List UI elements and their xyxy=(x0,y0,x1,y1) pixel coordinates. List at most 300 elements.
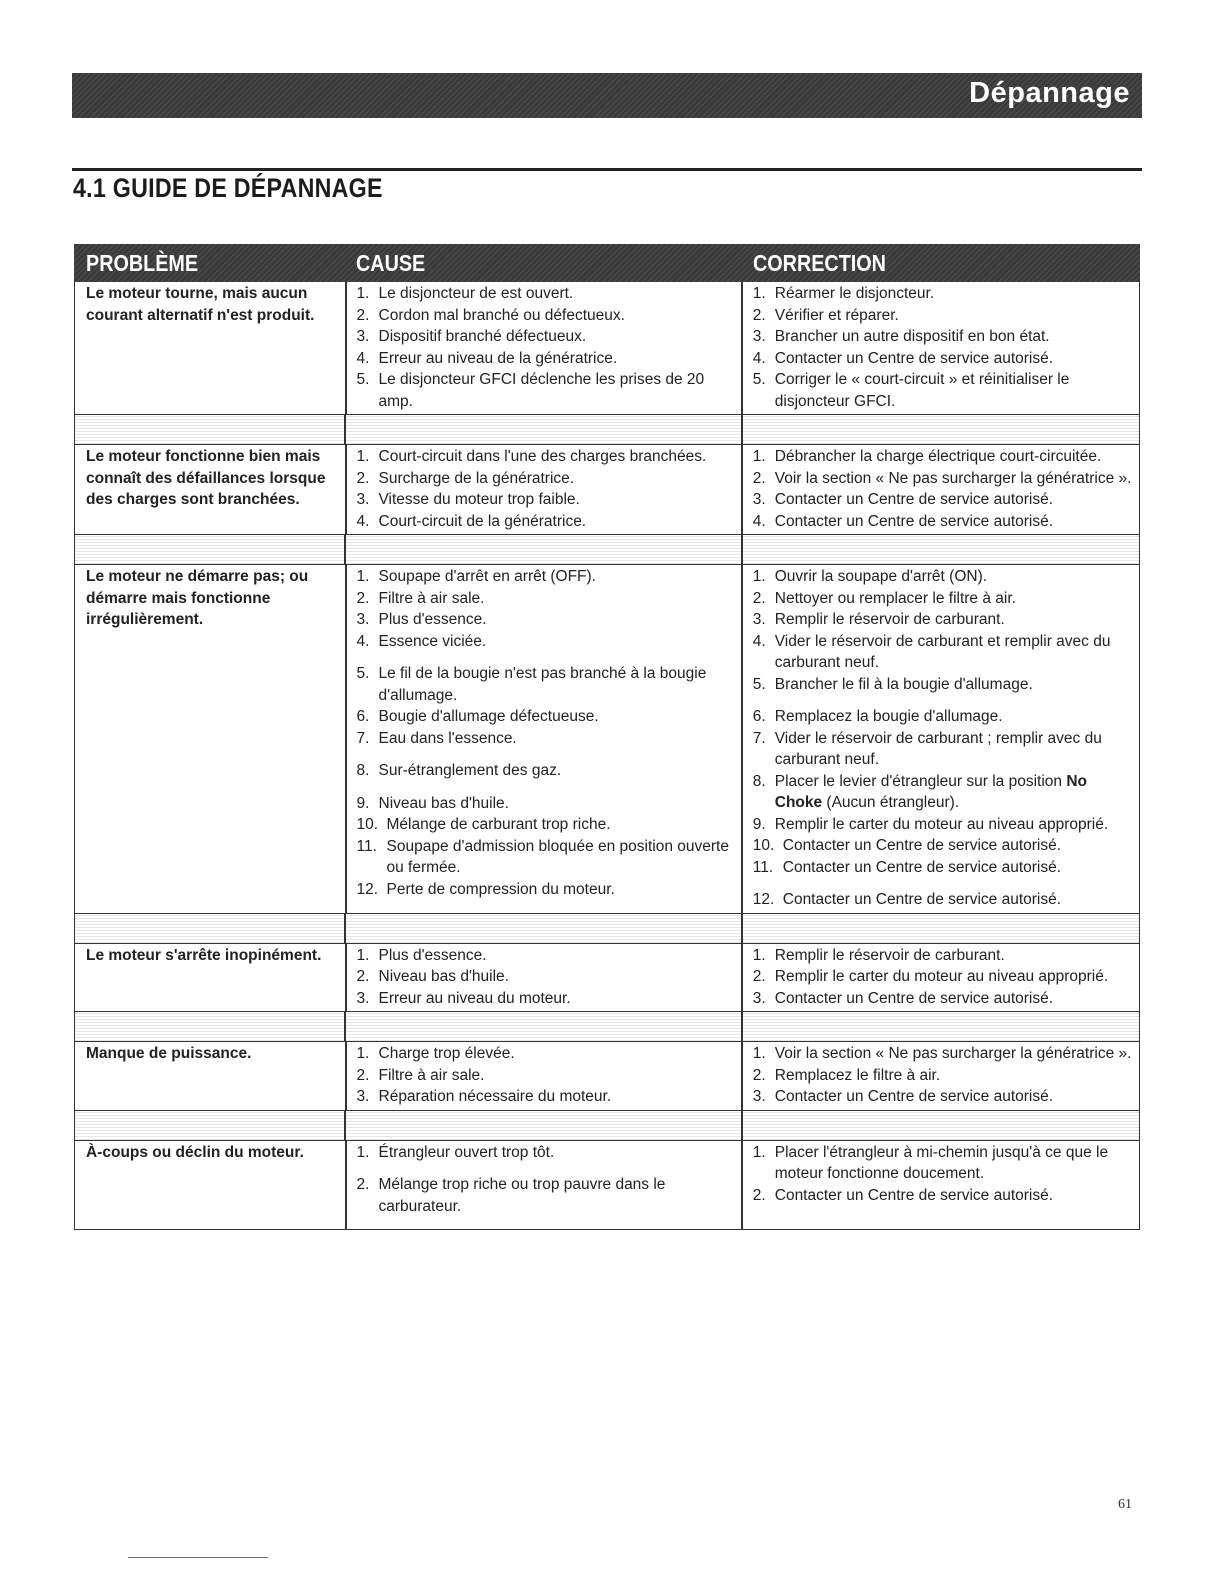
item-text-part: Débrancher la charge électrique court-circuitée. xyxy=(774,448,1102,465)
correction-cell xyxy=(741,1042,1139,1110)
item-text xyxy=(379,348,735,370)
item-text xyxy=(379,305,735,327)
list-item xyxy=(357,305,735,327)
item-text xyxy=(379,609,735,631)
separator-cell xyxy=(75,1111,344,1140)
item-number: 9. xyxy=(356,794,370,812)
header-problem: PROBLÈME xyxy=(86,250,199,276)
item-text-part: Ouvrir la soupape d'arrêt (ON). xyxy=(774,568,988,585)
list-item xyxy=(357,283,735,305)
list-item xyxy=(357,489,735,511)
cause-list xyxy=(357,1043,735,1108)
separator-cell xyxy=(741,535,1139,564)
correction-list xyxy=(753,566,1133,911)
item-number: 3. xyxy=(356,328,370,345)
item-number: 2. xyxy=(356,469,370,487)
table-row xyxy=(74,445,1140,535)
item-text-part: Mélange de carburant trop riche. xyxy=(386,816,611,833)
item-text-part: Bougie d'allumage défectueuse. xyxy=(378,708,599,725)
item-text-part: Essence viciée. xyxy=(378,632,487,650)
list-item xyxy=(357,793,735,815)
separator-cell xyxy=(344,914,740,943)
item-number: 5. xyxy=(752,371,766,388)
list-item xyxy=(753,326,1133,348)
table-body xyxy=(74,282,1140,1230)
table-row xyxy=(74,565,1140,914)
item-number: 4. xyxy=(356,349,370,367)
item-text xyxy=(775,1065,1133,1087)
item-text-part: Filtre à air sale. xyxy=(378,589,485,607)
item-text xyxy=(775,1086,1133,1108)
item-text-part: Court-circuit de la génératrice. xyxy=(378,512,587,530)
cause-list xyxy=(357,945,735,1010)
chapter-banner xyxy=(72,73,1142,118)
item-number: 3. xyxy=(356,1088,370,1105)
item-text-part: Remplacez le filtre à air. xyxy=(774,1066,941,1084)
correction-cell xyxy=(741,565,1139,913)
list-item xyxy=(753,728,1133,771)
item-text xyxy=(379,1142,735,1164)
list-item xyxy=(753,814,1133,836)
list-item xyxy=(753,631,1133,674)
item-number: 3. xyxy=(356,611,370,628)
item-number: 1. xyxy=(356,568,370,585)
item-text-part: Contacter un Centre de service autorisé. xyxy=(782,891,1062,908)
item-number: 2. xyxy=(356,589,370,607)
item-text xyxy=(775,1142,1133,1185)
table-row xyxy=(74,282,1140,415)
item-text-part: Réarmer le disjoncteur. xyxy=(774,285,935,302)
row-separator xyxy=(74,535,1140,565)
item-text-part: Voir la section « Ne pas surcharger la génératrice ». xyxy=(774,469,1132,487)
item-number: 3. xyxy=(356,491,370,508)
item-text-part: Vider le réservoir de carburant ; remplir avec du carburant neuf. xyxy=(774,729,1102,768)
row-separator xyxy=(74,415,1140,445)
item-number: 7. xyxy=(356,729,370,747)
cause-list xyxy=(357,1142,735,1218)
list-item xyxy=(753,857,1133,879)
row-separator xyxy=(74,914,1140,944)
item-text xyxy=(775,706,1133,728)
item-text-part: Contacter un Centre de service autorisé. xyxy=(774,989,1054,1007)
separator-cell xyxy=(344,1111,740,1140)
troubleshooting-table xyxy=(74,244,1140,1230)
item-text xyxy=(775,988,1133,1010)
list-item xyxy=(357,1043,735,1065)
item-text-part: Surcharge de la génératrice. xyxy=(378,469,575,487)
item-number: 1. xyxy=(752,1143,766,1161)
list-item xyxy=(753,771,1133,814)
list-item xyxy=(753,889,1133,911)
item-number: 2. xyxy=(356,1176,370,1193)
correction-list xyxy=(753,945,1133,1010)
list-item xyxy=(753,609,1133,631)
item-number: 3. xyxy=(752,611,766,628)
item-text xyxy=(783,857,1133,879)
item-number: 2. xyxy=(356,968,370,985)
item-text-part: Soupape d'arrêt en arrêt (OFF). xyxy=(378,568,596,585)
item-text xyxy=(775,369,1133,412)
item-text-part: Étrangleur ouvert trop tôt. xyxy=(378,1143,555,1161)
problem-cell: Manque de puissance. xyxy=(86,1045,252,1062)
item-text xyxy=(775,728,1133,771)
correction-cell xyxy=(741,1141,1139,1229)
list-item xyxy=(357,836,735,879)
list-item xyxy=(753,305,1133,327)
table-header xyxy=(74,244,1140,282)
item-number: 1. xyxy=(752,946,766,964)
item-text-part: Remplir le réservoir de carburant. xyxy=(774,946,1005,964)
list-item xyxy=(753,835,1133,857)
separator-cell xyxy=(75,914,344,943)
cause-cell xyxy=(345,944,741,1012)
list-item xyxy=(357,326,735,348)
separator-cell xyxy=(741,1111,1139,1140)
item-text-part: Contacter un Centre de service autorisé. xyxy=(774,491,1054,508)
list-item xyxy=(357,566,735,588)
list-item xyxy=(357,814,735,836)
item-text xyxy=(775,1185,1133,1207)
item-text xyxy=(379,588,735,610)
item-text-part: Le fil de la bougie n'est pas branché à la bougie d'allumage. xyxy=(378,665,707,704)
correction-cell xyxy=(741,944,1139,1012)
item-text xyxy=(379,489,735,511)
list-item xyxy=(357,988,735,1010)
separator-cell xyxy=(75,415,344,444)
item-number: 2. xyxy=(356,306,370,324)
list-item xyxy=(357,369,735,412)
item-text-part: Remplir le carter du moteur au niveau approprié. xyxy=(774,815,1109,833)
list-item xyxy=(357,966,735,988)
item-text-part: Remplacez la bougie d'allumage. xyxy=(774,708,1003,725)
list-item xyxy=(753,446,1133,468)
chapter-title: Dépannage xyxy=(969,77,1130,109)
item-number: 4. xyxy=(752,349,766,367)
table-row xyxy=(74,1042,1140,1111)
list-item xyxy=(357,663,735,706)
item-text xyxy=(379,446,735,468)
item-text-part: Contacter un Centre de service autorisé. xyxy=(774,1186,1054,1204)
item-number: 3. xyxy=(752,989,766,1007)
cause-cell xyxy=(345,445,741,534)
item-text-part: Erreur au niveau de la génératrice. xyxy=(378,349,618,367)
item-text-part: Brancher le fil à la bougie d'allumage. xyxy=(774,675,1033,693)
item-text xyxy=(775,631,1133,674)
item-text xyxy=(775,674,1133,696)
item-number: 2. xyxy=(356,1066,370,1084)
item-number: 11. xyxy=(752,858,774,876)
item-text-part: Placer l'étrangleur à mi-chemin jusqu'à ce que le moteur fonctionne doucement. xyxy=(774,1143,1109,1182)
item-text-part: Contacter un Centre de service autorisé. xyxy=(774,512,1054,530)
item-text xyxy=(379,1043,735,1065)
footer-line xyxy=(128,1557,268,1558)
list-item xyxy=(357,511,735,533)
item-number: 1. xyxy=(752,285,766,302)
list-item xyxy=(753,1086,1133,1108)
item-number: 4. xyxy=(356,512,370,530)
separator-cell xyxy=(741,914,1139,943)
list-item xyxy=(753,369,1133,412)
item-number: 12. xyxy=(356,880,379,898)
item-text-part: Brancher un autre dispositif en bon état. xyxy=(774,328,1050,345)
header-correction: CORRECTION xyxy=(753,250,886,276)
item-text xyxy=(775,771,1133,814)
problem-cell: Le moteur fonctionne bien mais connaît des défaillances lorsque des charges sont branchées. xyxy=(86,448,326,508)
item-text xyxy=(379,945,735,967)
table-row xyxy=(74,1141,1140,1230)
item-text xyxy=(775,814,1133,836)
problem-cell: Le moteur ne démarre pas; ou démarre mais fonctionne irrégulièrement. xyxy=(86,568,309,628)
item-text-part: Soupape d'admission bloquée en position ouverte ou fermée. xyxy=(386,837,729,876)
item-text xyxy=(775,588,1133,610)
item-text xyxy=(379,1086,735,1108)
item-text-part: Filtre à air sale. xyxy=(378,1066,485,1084)
item-number: 4. xyxy=(356,632,370,650)
table-row xyxy=(74,944,1140,1013)
item-number: 11. xyxy=(356,837,377,855)
item-text-part: Remplir le carter du moteur au niveau approprié. xyxy=(774,968,1109,985)
item-number: 4. xyxy=(752,632,766,650)
item-number: 12. xyxy=(752,891,775,908)
item-text-part: Contacter un Centre de service autorisé. xyxy=(774,349,1054,367)
cause-list xyxy=(357,283,735,412)
separator-cell xyxy=(741,415,1139,444)
list-item xyxy=(753,945,1133,967)
item-number: 2. xyxy=(752,306,766,324)
item-text xyxy=(775,489,1133,511)
cause-cell xyxy=(345,565,741,913)
list-item xyxy=(357,468,735,490)
item-number: 3. xyxy=(356,989,370,1007)
list-item xyxy=(357,631,735,653)
separator-cell xyxy=(344,415,740,444)
item-text xyxy=(379,1174,735,1217)
item-text-part: Dispositif branché défectueux. xyxy=(378,328,587,345)
item-text-part: Court-circuit dans l'une des charges branchées. xyxy=(378,448,707,465)
item-number: 5. xyxy=(752,675,766,693)
list-item xyxy=(357,945,735,967)
item-text xyxy=(783,835,1133,857)
item-text-part: Le disjoncteur GFCI déclenche les prises de 20 amp. xyxy=(378,371,705,410)
item-text xyxy=(783,889,1133,911)
item-text-part: Niveau bas d'huile. xyxy=(378,794,509,812)
item-text-part: Charge trop élevée. xyxy=(378,1045,515,1062)
list-item xyxy=(357,706,735,728)
list-item xyxy=(753,489,1133,511)
item-text xyxy=(775,511,1133,533)
problem-cell: À-coups ou déclin du moteur. xyxy=(86,1143,304,1161)
item-text-part: Contacter un Centre de service autorisé. xyxy=(782,858,1062,876)
section-rule xyxy=(72,168,1142,171)
item-number: 2. xyxy=(752,1066,766,1084)
list-item xyxy=(357,1174,735,1217)
list-item xyxy=(753,1185,1133,1207)
list-item xyxy=(357,348,735,370)
item-text-part: Erreur au niveau du moteur. xyxy=(378,989,571,1007)
item-text xyxy=(379,728,735,750)
list-item xyxy=(753,283,1133,305)
item-text-part: Contacter un Centre de service autorisé. xyxy=(774,1088,1054,1105)
item-number: 6. xyxy=(356,708,370,725)
item-text xyxy=(775,966,1133,988)
item-text xyxy=(379,663,735,706)
item-text xyxy=(775,1043,1133,1065)
item-text-part: Sur-étranglement des gaz. xyxy=(378,762,562,779)
item-number: 2. xyxy=(752,968,766,985)
separator-cell xyxy=(741,1012,1139,1041)
section-title: 4.1 GUIDE DE DÉPANNAGE xyxy=(73,173,383,203)
list-item xyxy=(357,1086,735,1108)
cause-cell xyxy=(345,282,741,414)
separator-cell xyxy=(75,1012,344,1041)
item-text-part: Réparation nécessaire du moteur. xyxy=(378,1088,612,1105)
list-item xyxy=(753,988,1133,1010)
item-number: 8. xyxy=(752,772,766,790)
separator-cell xyxy=(75,535,344,564)
item-number: 9. xyxy=(752,815,766,833)
list-item xyxy=(357,1065,735,1087)
item-text xyxy=(775,446,1133,468)
item-text-part: Nettoyer ou remplacer le filtre à air. xyxy=(774,589,1016,607)
list-item xyxy=(753,348,1133,370)
item-text xyxy=(379,566,735,588)
cause-list xyxy=(357,566,735,900)
item-text-part: Plus d'essence. xyxy=(378,946,487,964)
item-text-part: Plus d'essence. xyxy=(378,611,487,628)
item-text xyxy=(775,348,1133,370)
item-number: 4. xyxy=(752,512,766,530)
item-number: 1. xyxy=(356,946,370,964)
item-text xyxy=(379,988,735,1010)
item-number: 6. xyxy=(752,708,766,725)
list-item xyxy=(753,1065,1133,1087)
item-number: 10. xyxy=(356,816,379,833)
item-text xyxy=(775,609,1133,631)
item-number: 3. xyxy=(752,328,766,345)
item-text-part: Eau dans l'essence. xyxy=(378,729,517,747)
item-text-part: Vider le réservoir de carburant et remplir avec du carburant neuf. xyxy=(774,632,1111,671)
item-text xyxy=(379,793,735,815)
item-text-part: Niveau bas d'huile. xyxy=(378,968,509,985)
list-item xyxy=(753,511,1133,533)
item-text xyxy=(379,326,735,348)
item-number: 1. xyxy=(356,448,370,465)
item-text xyxy=(387,879,735,901)
item-text xyxy=(775,326,1133,348)
cause-list xyxy=(357,446,735,532)
item-number: 1. xyxy=(752,1045,766,1062)
item-number: 2. xyxy=(752,469,766,487)
item-number: 1. xyxy=(356,1045,370,1062)
item-number: 2. xyxy=(752,589,766,607)
correction-cell xyxy=(741,445,1139,534)
item-number: 1. xyxy=(356,1143,370,1161)
cause-cell xyxy=(345,1042,741,1110)
cause-cell xyxy=(345,1141,741,1229)
list-item xyxy=(753,1142,1133,1185)
list-item xyxy=(357,728,735,750)
item-text-part: Vitesse du moteur trop faible. xyxy=(378,491,580,508)
list-item xyxy=(753,674,1133,696)
list-item xyxy=(753,966,1133,988)
item-text xyxy=(379,468,735,490)
list-item xyxy=(753,588,1133,610)
item-number: 7. xyxy=(752,729,766,747)
item-text xyxy=(379,511,735,533)
problem-cell: Le moteur s'arrête inopinément. xyxy=(86,946,322,964)
separator-cell xyxy=(344,535,740,564)
list-item xyxy=(357,609,735,631)
correction-list xyxy=(753,446,1133,532)
item-text xyxy=(379,1065,735,1087)
item-text xyxy=(775,468,1133,490)
list-item xyxy=(357,588,735,610)
separator-cell xyxy=(344,1012,740,1041)
item-text xyxy=(379,631,735,653)
item-text xyxy=(775,283,1133,305)
list-item xyxy=(753,468,1133,490)
row-separator xyxy=(74,1111,1140,1141)
item-text xyxy=(387,814,735,836)
item-text-part: Cordon mal branché ou défectueux. xyxy=(378,306,625,324)
item-text xyxy=(379,966,735,988)
item-number: 1. xyxy=(356,285,370,302)
item-number: 3. xyxy=(752,491,766,508)
item-text xyxy=(775,305,1133,327)
item-number: 5. xyxy=(356,665,370,682)
item-text-part: Perte de compression du moteur. xyxy=(386,880,615,898)
item-text xyxy=(775,566,1133,588)
item-text-part: Corriger le « court-circuit » et réinitialiser le disjoncteur GFCI. xyxy=(774,371,1070,410)
row-separator xyxy=(74,1012,1140,1042)
item-text-part: Remplir le réservoir de carburant. xyxy=(774,611,1005,628)
item-text-part: Contacter un Centre de service autorisé. xyxy=(782,837,1062,854)
page-number: 61 xyxy=(1118,1497,1132,1512)
problem-cell: Le moteur tourne, mais aucun courant alternatif n'est produit. xyxy=(86,285,315,324)
correction-list xyxy=(753,1043,1133,1108)
item-number: 3. xyxy=(752,1088,766,1105)
item-text-part: Le disjoncteur de est ouvert. xyxy=(378,285,574,302)
item-number: 10. xyxy=(752,837,775,854)
item-text xyxy=(387,836,735,879)
item-text-part: Placer le levier d'étrangleur sur la position xyxy=(774,772,1067,790)
list-item xyxy=(753,1043,1133,1065)
list-item xyxy=(357,446,735,468)
item-text-part: Voir la section « Ne pas surcharger la génératrice ». xyxy=(774,1045,1132,1062)
item-text xyxy=(379,760,735,782)
item-text xyxy=(379,369,735,412)
item-text-part: Vérifier et réparer. xyxy=(774,306,899,324)
list-item xyxy=(753,706,1133,728)
item-number: 5. xyxy=(356,371,370,388)
item-emphasis: No Choke xyxy=(774,772,1088,811)
list-item xyxy=(753,566,1133,588)
correction-list xyxy=(753,1142,1133,1207)
list-item xyxy=(357,1142,735,1164)
item-text xyxy=(379,283,735,305)
item-text-part: Mélange trop riche ou trop pauvre dans le carburateur. xyxy=(378,1176,666,1215)
list-item xyxy=(357,879,735,901)
header-cause: CAUSE xyxy=(356,250,426,276)
correction-list xyxy=(753,283,1133,412)
item-text-part: (Aucun étrangleur). xyxy=(822,794,960,811)
item-number: 1. xyxy=(752,568,766,585)
item-number: 2. xyxy=(752,1186,766,1204)
list-item xyxy=(357,760,735,782)
item-text xyxy=(379,706,735,728)
correction-cell xyxy=(741,282,1139,414)
item-number: 1. xyxy=(752,448,766,465)
